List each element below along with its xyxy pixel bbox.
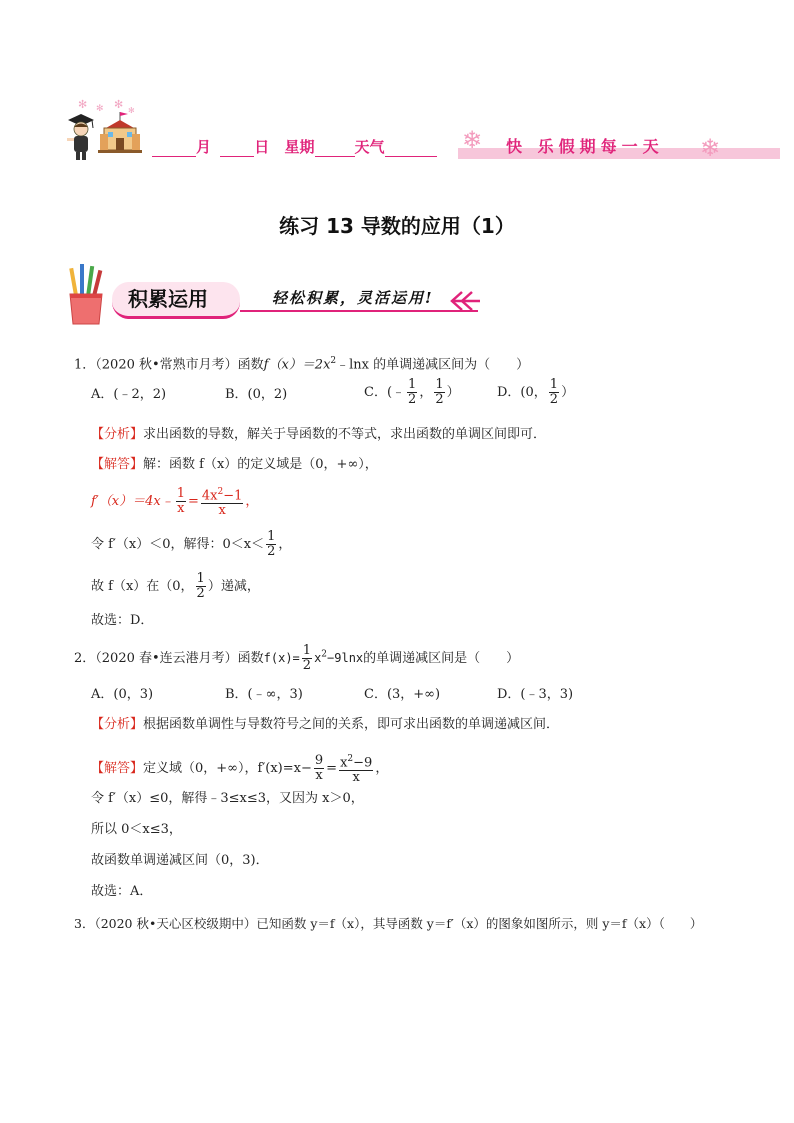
day-label: 日 bbox=[254, 138, 270, 156]
denominator: x bbox=[218, 503, 226, 519]
snowflake-icon: ✻ bbox=[96, 104, 104, 114]
numerator: 1 bbox=[302, 643, 312, 658]
option-c-prefix: C．(﹣ bbox=[364, 385, 406, 400]
fraction-nine-over-x bbox=[314, 754, 324, 783]
question-1-source: 1．（2020 秋•常熟市月考）函数 bbox=[74, 357, 264, 373]
denominator: 2 bbox=[408, 392, 417, 407]
section-underline bbox=[240, 310, 478, 312]
school-building-icon bbox=[98, 110, 142, 156]
pencil-cup-icon bbox=[66, 264, 106, 326]
weekday-blank[interactable] bbox=[315, 141, 355, 157]
question-1-function: f（x）＝2x bbox=[263, 357, 331, 373]
slogan-text: 快 乐假期每一天 bbox=[506, 137, 664, 156]
question-2-function-tail: −9lnx bbox=[327, 651, 364, 665]
question-2-stem bbox=[74, 644, 519, 673]
question-1-option-a[interactable]: A．(﹣2，2) bbox=[91, 387, 167, 402]
solution-text: 令 f′（x）＜0，解得：0＜x＜ bbox=[91, 537, 265, 552]
equals: = bbox=[326, 761, 338, 777]
numerator-base: x bbox=[340, 755, 348, 771]
date-fill-line bbox=[152, 136, 437, 157]
numerator bbox=[339, 752, 373, 771]
fraction-one-over-x bbox=[176, 487, 186, 516]
solution-text: f′（x）＝4x﹣ bbox=[91, 494, 174, 510]
analysis-tag: 【分析】 bbox=[91, 717, 144, 732]
denominator: 2 bbox=[549, 392, 559, 407]
weekday-label: 星期 bbox=[284, 138, 315, 156]
numerator: 1 bbox=[408, 377, 417, 392]
solution-tail: ）递减， bbox=[207, 579, 260, 594]
numerator: 1 bbox=[196, 571, 205, 586]
double-arrow-left-icon bbox=[448, 288, 482, 314]
solution-tag: 【解答】 bbox=[91, 761, 144, 777]
question-1-option-b[interactable]: B．(0，2) bbox=[225, 387, 288, 402]
section-subtitle: 轻松积累，灵活运用! bbox=[272, 289, 434, 307]
denominator: x bbox=[177, 501, 185, 517]
fraction-half bbox=[266, 530, 276, 559]
numerator-exponent: 2 bbox=[217, 487, 224, 497]
page-title: 练习 13 导数的应用（1） bbox=[279, 214, 515, 238]
question-2-answer: 故选：A． bbox=[91, 884, 153, 899]
snowflake-icon: ❄ bbox=[462, 126, 483, 154]
fraction-half bbox=[434, 378, 444, 407]
question-2-option-b[interactable]: B．(﹣∞，3) bbox=[225, 687, 303, 702]
question-2-solution-4: 故函数单调递减区间（0，3)． bbox=[91, 853, 269, 868]
fraction-half bbox=[407, 378, 417, 407]
numerator-exponent: 2 bbox=[347, 754, 354, 764]
close-paren: ） bbox=[446, 385, 460, 400]
question-2-solution-1 bbox=[91, 752, 388, 785]
numerator: 1 bbox=[176, 486, 185, 502]
numerator bbox=[201, 485, 244, 504]
denominator: 2 bbox=[302, 658, 312, 673]
question-1-solution-1 bbox=[91, 456, 378, 474]
question-1-exponent: 2 bbox=[330, 356, 337, 366]
solution-text: 故 f（x）在（0， bbox=[91, 579, 194, 594]
snowflake-icon: ❄ bbox=[700, 134, 721, 162]
denominator: x bbox=[352, 770, 360, 786]
snowflake-icon: ✻ bbox=[78, 98, 88, 111]
analysis-text: 根据函数单调性与导数符号之间的关系，即可求出函数的单调递减区间． bbox=[143, 717, 560, 732]
numerator: 9 bbox=[314, 753, 324, 769]
comma: ， bbox=[245, 494, 259, 510]
fraction-derivative bbox=[339, 752, 373, 785]
numerator: 1 bbox=[549, 377, 559, 392]
numerator: 1 bbox=[267, 529, 276, 544]
numerator-tail: −1 bbox=[223, 488, 243, 504]
comma: ， bbox=[375, 761, 389, 777]
numerator: 1 bbox=[435, 377, 444, 392]
question-2-option-d[interactable]: D．(﹣3，3) bbox=[497, 687, 574, 702]
day-blank[interactable] bbox=[220, 141, 254, 157]
comma: ， bbox=[278, 537, 292, 552]
weather-label: 天气 bbox=[354, 138, 385, 156]
denominator: 2 bbox=[196, 586, 205, 601]
question-2-solution-2: 令 f′（x）≤0，解得﹣3≤x≤3，又因为 x＞0， bbox=[91, 791, 364, 806]
denominator: 2 bbox=[267, 544, 276, 559]
analysis-tag: 【分析】 bbox=[91, 427, 144, 442]
question-1-solution-4 bbox=[91, 572, 260, 601]
solution-text: 定义域（0，+∞），f′(x)=x− bbox=[143, 761, 312, 777]
weather-blank[interactable] bbox=[385, 141, 437, 157]
question-2-option-a[interactable]: A．(0，3) bbox=[91, 687, 154, 702]
month-blank[interactable] bbox=[152, 141, 196, 157]
question-1-option-d[interactable] bbox=[497, 378, 574, 407]
question-1-tail: ﹣lnx 的单调递减区间为（ ） bbox=[336, 357, 530, 373]
question-1-solution-2: f′（x）＝4x﹣ $\frac{1}{x}$ = $\frac{4x^2-1}{x}$ ， bbox=[91, 486, 259, 519]
snowflake-icon: ✻ bbox=[114, 98, 124, 111]
analysis-text: 求出函数的导数，解关于导函数的不等式，求出函数的单调区间即可． bbox=[143, 427, 547, 442]
question-1-option-c[interactable] bbox=[364, 378, 460, 407]
option-d-prefix: D．(0， bbox=[497, 385, 547, 400]
denominator: x bbox=[315, 768, 323, 784]
question-2-source: 2．（2020 春•连云港月考）函数 bbox=[74, 651, 264, 666]
denominator: 2 bbox=[435, 392, 444, 407]
question-2-tail: 的单调递减区间是（ ） bbox=[363, 651, 520, 666]
question-2-exponent: 2 bbox=[321, 649, 328, 660]
fraction-half bbox=[302, 644, 312, 673]
question-2-option-c[interactable]: C．(3，+∞) bbox=[364, 687, 441, 702]
solution-text: 解：函数 f（x）的定义域是（0，+∞）， bbox=[143, 457, 378, 472]
question-1-analysis bbox=[91, 426, 546, 444]
question-1-stem bbox=[74, 352, 529, 374]
question-2-function-prefix: f(x)= bbox=[263, 651, 300, 665]
close-paren: ） bbox=[561, 385, 575, 400]
question-3-stem: 3．（2020 秋•天心区校级期中）已知函数 y＝f（x），其导函数 y＝f′（x）的图象如图所示，则 y＝f（x）（ ） bbox=[74, 916, 703, 931]
numerator-tail: −9 bbox=[353, 755, 373, 771]
question-1-answer: 故选：D． bbox=[91, 613, 154, 628]
question-2-solution-3: 所以 0＜x≤3， bbox=[91, 822, 182, 837]
separator: ， bbox=[419, 385, 433, 400]
solution-tag: 【解答】 bbox=[91, 457, 144, 472]
fraction-half bbox=[196, 572, 206, 601]
snowflake-icon: ✻ bbox=[128, 106, 135, 115]
fraction-half bbox=[549, 378, 559, 407]
fraction-derivative bbox=[201, 485, 244, 518]
question-1-solution-3 bbox=[91, 530, 291, 559]
month-label: 月 bbox=[196, 138, 212, 156]
numerator-base: 4x bbox=[201, 488, 218, 504]
question-2-function-var: x bbox=[314, 651, 322, 665]
section-title: 积累运用 bbox=[128, 287, 208, 311]
question-2-analysis bbox=[91, 716, 559, 734]
graduate-student-icon bbox=[64, 112, 98, 162]
